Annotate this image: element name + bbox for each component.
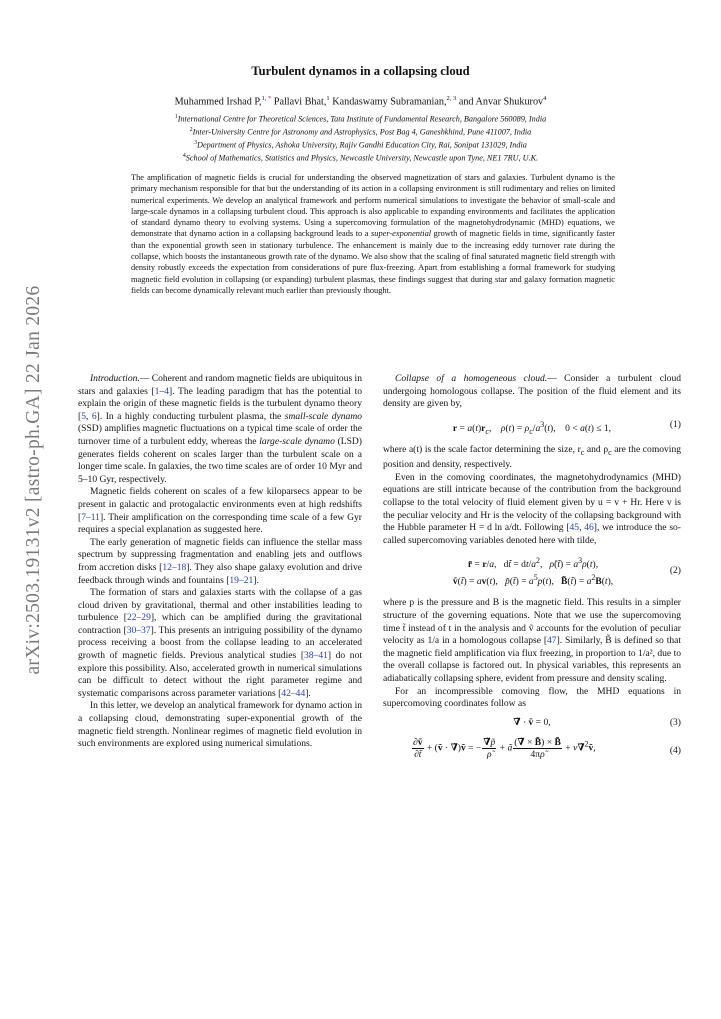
equation-4 [383, 737, 681, 767]
paragraph-collapse: Collapse of a homogeneous cloud.— Consider a turbulent cloud undergoing homologous collapse. The position of the fluid element and its density are given by, [383, 373, 681, 410]
equation-body: $r = a(t)r_c$, $\rho(t) = \rho_c/a^3(t)$, 0 < a(t) ≤ 1, [452, 419, 612, 436]
equation-3 [383, 717, 681, 733]
author-list [0, 95, 721, 107]
author-name: Kandaswamy Subramanian, [329, 96, 447, 108]
paragraph: For an incompressible comoving flow, the MHD equations in supercomoving coordinates follow as [383, 685, 681, 710]
paragraph: where a(t) is the scale factor determining the size, $r_c$ and $\rho_c$ are the comoving position and density, respectively. [383, 443, 681, 471]
affiliations [0, 112, 721, 164]
citation-link[interactable]: 1 [154, 385, 160, 397]
paragraph: The early generation of magnetic fields can influence the stellar mass spectrum by suppressing fragmentation and enabling jets and outflows from accretion disks [12–18]. They also shape galaxy evolution and drive feedback through winds and fountains [19–21]. [78, 536, 362, 586]
author-name: Pallavi Bhat, [271, 96, 327, 108]
equation-number: (3) [669, 716, 681, 728]
citation-link[interactable]: 38–41 [304, 650, 328, 662]
paragraph: In this letter, we develop an analytical framework for dynamo action in a collapsing cloud, demonstrating super-exponential growth of the magnetic field strength. Nonlinear regimes of magnetic field evolution in such environments are explored using numerical simulations. [78, 700, 362, 750]
paragraph-introduction: Introduction.— Coherent and random magnetic fields are ubiquitous in stars and galaxies [1–4]. The leading paradigm that has the potential to explain the origin of these magnetic fields is the turbulent dynamo theory [5, 6]. In a highly conducting turbulent plasma, the small-scale dynamo (SSD) amplifies magnetic fluctuations on a typical time scale of order the turnover time of a turbulent eddy, whereas the large-scale dynamo (LSD) generates fields coherent on scales larger than the turbulent scale on a longer time scale. In galaxies, the two time scales are of order 10 Myr and 5–10 Gyr, respectively. [78, 373, 362, 485]
equation-body: ∇̃ · ṽ = 0, [513, 716, 551, 728]
equation-1 [383, 419, 681, 435]
citation-link[interactable]: 42–44 [281, 687, 306, 699]
affiliation: $^3$Department of Physics, Ashoka University, Rajiv Gandhi Education City, Rai, Sonipat 131029, India [194, 139, 527, 150]
author-name: Muhammed Irshad P, [174, 96, 262, 108]
arxiv-identifier: arXiv:2503.19131v2 [astro-ph.GA] 22 Jan 2026 [23, 285, 44, 675]
citation-link[interactable]: 19–21 [229, 574, 254, 586]
citation-link[interactable]: 5 [81, 410, 86, 422]
section-lead: Collapse of a homogeneous cloud. [395, 373, 548, 384]
citation-link[interactable]: 12–18 [162, 561, 187, 573]
citation-link[interactable]: 45 [569, 522, 580, 534]
affiliation: $^2$Inter-University Centre for Astronomy and Astrophysics, Post Bag 4, Ganeshkhind, Pune 411007, India [189, 126, 532, 137]
abstract: The amplification of magnetic fields is crucial for understanding the observed magnetization of stars and galaxies. Turbulent dynamo is the primary mechanism responsible for that but the understanding of its action in a collapsing environment is still rudimentary and relies on limited numerical experiments. We develop an analytical framework and perform numerical simulations to investigate the behavior of small-scale and large-scale dynamos in a collapsing turbulent cloud. This approach is also applicable to expanding environments and facilitates the application of standard dynamo theory to evolving systems. Using a supercomoving formulation of the magnetohydrodynamic (MHD) equations, we demonstrate that dynamo action in a collapsing background leads to a super-exponential growth of magnetic fields in time, significantly faster than the exponential growth seen in stationary turbulence. The enhancement is mainly due to the increasing eddy turnover rate during the collapse, which boosts the instantaneous growth rate of the dynamo. We also show that the scaling of final saturated magnetic field strength with density robustly exceeds the expectation from considerations of pure flux-freezing. Apart from establishing a formal framework for studying magnetic field evolution in collapsing (or expanding) turbulent plasmas, these findings suggest that during star and galaxy formation magnetic fields can become dynamically relevant much earlier than previously thought. [131, 173, 616, 295]
affiliation: $^4$School of Mathematics, Statistics and Physics, Newcastle University, Newcastle upon Tyne, NE1 7RU, U.K. [182, 152, 539, 163]
citation-link[interactable]: 6 [91, 410, 97, 422]
arxiv-sidebar [14, 270, 54, 690]
affiliation: $^1$International Centre for Theoretical Sciences, Tata Institute of Fundamental Research, Bangalore 560089, India [174, 114, 547, 124]
citation-link[interactable]: 47 [547, 635, 557, 647]
paragraph: where p is the pressure and B is the magnetic field. This results in a simpler structure of the governing equations. Note that we use the supercomoving time t̃ instead of t in the analysis and ṽ accounts for the evolution of peculiar velocity as 1/a in a homologous collapse [47]. Similarly, B̃ is defined so that the magnetic field amplification via flux freezing, in proportion to 1/a², due to the overall collapse is factored out. In physical variables, this represents an adiabatically collapsing sphere, evident from pressure and density scaling. [383, 597, 682, 684]
paragraph: The formation of stars and galaxies starts with the collapse of a gas cloud driven by gravitational, thermal and other instabilities leading to turbulence [22–29], which can be amplified during the gravitational contraction [30–37]. This presents an intriguing possibility of the dynamo process receiving a boost from the collapse leading to an accelerated growth of magnetic fields. Previous analytical studies [38–41] do not explore this possibility. Also, accelerated growth in numerical simulations can be difficult to detect without the right parameter regime and systematic comparisons across parameter variations [42–44]. [78, 587, 362, 699]
abstract-emphasis: super-exponential [371, 229, 432, 239]
equation-number: (2) [669, 565, 681, 577]
equation-body: r̃ = r/a, dt̃ = $dt/a^2$, ρ̃(t̃) = $a^3\rho(t)$, [467, 556, 599, 571]
author-affil-mark: 1, * [261, 95, 272, 102]
equation-number: (4) [669, 744, 681, 756]
left-column [78, 373, 362, 751]
citation-link[interactable]: 30–37 [126, 624, 151, 636]
citation-link[interactable]: 22–29 [126, 612, 151, 624]
author-affil-mark: 4 [543, 95, 547, 102]
citation-link[interactable]: 4 [164, 385, 169, 397]
author-name: and Anvar Shukurov [456, 96, 544, 108]
author-affil-mark: 2, 3 [446, 95, 457, 102]
equation-number: (1) [669, 418, 681, 430]
equation-body: ṽ(t̃) = av(t), p̃(t̃) = $a^5p(t)$, B̃(t̃) = $a^2B(t)$, [452, 573, 614, 588]
citation-link[interactable]: 46 [584, 522, 594, 534]
right-column [383, 373, 681, 767]
paper-title: Turbulent dynamos in a collapsing cloud [251, 64, 470, 78]
author-affil-mark: 1 [326, 95, 330, 102]
citation-link[interactable]: 7–11 [81, 511, 100, 523]
paragraph: Magnetic fields coherent on scales of a few kiloparsecs appear to be present in galactic and protogalactic environments even at high redshifts [7–11]. Their amplification on the corresponding time scale of a few Gyr requires a special explanation as suggested here. [78, 486, 362, 536]
equation-body: $\frac{\text{∂ṽ}}{\partial t̃}$ + (ṽ · ∇̃)ṽ = − $\frac{\nablãp̃}{\rhõ}$ + ã $\frac{(\nablã \times B̃) \times B̃}{4\pi\rhõ}$ + ν∇̃$^2$ṽ, [413, 736, 596, 760]
equation-2 [383, 555, 681, 589]
section-lead: Introduction. [90, 373, 140, 384]
paragraph: Even in the comoving coordinates, the magnetohydrodynamics (MHD) equations are still intricate because of the contribution from the background collapse to the total velocity of fluid element given by u = v + Hr. Here v is the peculiar velocity and Hr is the velocity of the collapsing background with the Hubble parameter H = d ln a/dt. Following [45, 46], we introduce the so-called supercomoving variables denoted here with tilde, [383, 471, 681, 546]
